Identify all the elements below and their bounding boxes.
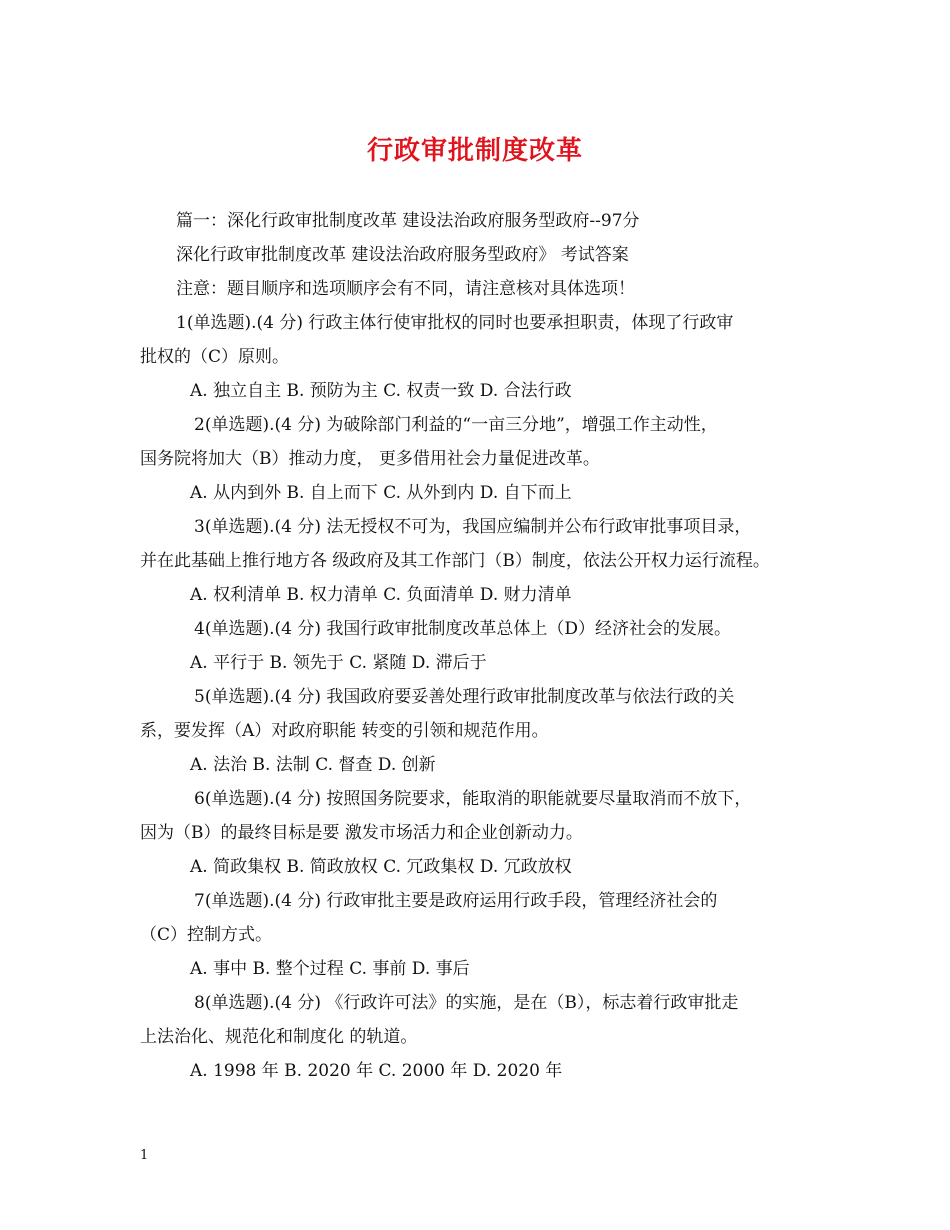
question-7-options: A. 事中 B. 整个过程 C. 事前 D. 事后 [190,959,470,979]
question-3: 3(单选题).(4 分) 法无授权不可为，我国应编制并公布行政审批事项目录， [194,517,752,537]
question-1-options: A. 独立自主 B. 预防为主 C. 权责一致 D. 合法行政 [190,381,572,401]
subtitle-line: 深化行政审批制度改革 建设法治政府服务型政府》 考试答案 [176,245,629,265]
document-body [140,204,820,1088]
question-3-cont: 并在此基础上推行地方各 级政府及其工作部门（B）制度，依法公开权力运行流程。 [140,551,770,571]
question-2: 2(单选题).(4 分) 为破除部门利益的“一亩三分地”，增强工作主动性， [194,415,718,435]
question-6-cont: 因为（B）的最终目标是要 激发市场活力和企业创新动力。 [140,823,583,843]
question-6-options: A. 简政集权 B. 简政放权 C. 冗政集权 D. 冗政放权 [190,857,572,877]
section-heading: 篇一：深化行政审批制度改革 建设法治政府服务型政府--97分 [176,211,640,231]
question-8: 8(单选题).(4 分) 《行政许可法》的实施，是在（B），标志着行政审批走 [194,993,739,1013]
question-8-cont: 上法治化、规范化和制度化 的轨道。 [140,1027,418,1047]
question-5-options: A. 法治 B. 法制 C. 督查 D. 创新 [190,755,436,775]
question-6: 6(单选题).(4 分) 按照国务院要求，能取消的职能就要尽量取消而不放下， [194,789,752,809]
question-5: 5(单选题).(4 分) 我国政府要妥善处理行政审批制度改革与依法行政的关 [194,687,735,707]
question-4: 4(单选题).(4 分) 我国行政审批制度改革总体上（D）经济社会的发展。 [194,619,732,639]
question-2-cont: 国务院将加大（B）推动力度， 更多借用社会力量促进改革。 [140,449,600,469]
question-4-options: A. 平行于 B. 领先于 C. 紧随 D. 滞后于 [190,653,487,673]
question-7: 7(单选题).(4 分) 行政审批主要是政府运用行政手段，管理经济社会的 [194,891,718,911]
question-8-options: A. 1998 年 B. 2020 年 C. 2000 年 D. 2020 年 [190,1061,563,1081]
question-3-options: A. 权利清单 B. 权力清单 C. 负面清单 D. 财力清单 [190,585,572,605]
page-number: 1 [140,1148,149,1163]
question-1-cont: 批权的（C）原则。 [140,347,290,367]
question-2-options: A. 从内到外 B. 自上而下 C. 从外到内 D. 自下而上 [190,483,572,503]
question-5-cont: 系，要发挥（A）对政府职能 转变的引领和规范作用。 [140,721,549,741]
question-1: 1(单选题).(4 分) 行政主体行使审批权的同时也要承担职责，体现了行政审 [176,313,734,333]
notice-line: 注意：题目顺序和选项顺序会有不同，请注意核对具体选项！ [176,279,635,299]
question-7-cont: （C）控制方式。 [140,925,273,945]
document-title: 行政审批制度改革 [366,136,583,166]
